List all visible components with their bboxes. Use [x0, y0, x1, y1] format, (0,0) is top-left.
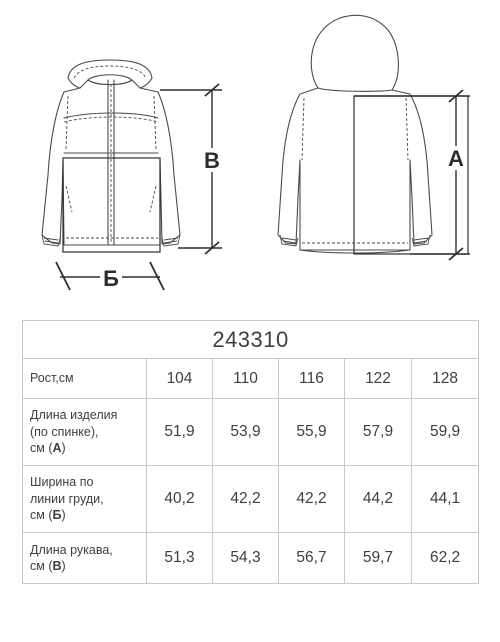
dimension-b-label: Б [103, 266, 119, 291]
dimension-letter: Б [52, 508, 62, 523]
size-chart-table [22, 320, 479, 584]
dimension-v-marker [160, 84, 222, 254]
table-cell: 59,7 [345, 533, 412, 584]
table-cell: 42,2 [279, 466, 345, 533]
garment-technical-drawing [0, 0, 500, 300]
table-cell: 62,2 [412, 533, 479, 584]
table-cell: 44,2 [345, 466, 412, 533]
table-cell: 55,9 [279, 399, 345, 466]
size-header: 104 [147, 359, 213, 399]
back-view-jacket [278, 15, 468, 254]
table-cell: 44,1 [412, 466, 479, 533]
row-label: Длина рукава, см (В) [23, 533, 147, 584]
dimension-letter: В [52, 559, 62, 573]
table-title-row [23, 321, 479, 359]
table-cell: 57,9 [345, 399, 412, 466]
height-header-label: Рост,см [23, 359, 147, 399]
size-header: 116 [279, 359, 345, 399]
table-cell: 51,9 [147, 399, 213, 466]
dimension-v-label: В [204, 148, 220, 173]
front-view-jacket [42, 60, 180, 252]
table-cell: 53,9 [213, 399, 279, 466]
table-row-sleeve-length [23, 533, 479, 584]
row-label: Длина изделия (по спинке), см (А) [23, 399, 147, 466]
table-header-row [23, 359, 479, 399]
table-cell: 42,2 [213, 466, 279, 533]
table-cell: 54,3 [213, 533, 279, 584]
size-header: 122 [345, 359, 412, 399]
dimension-letter: А [52, 441, 62, 456]
size-header: 110 [213, 359, 279, 399]
table-cell: 40,2 [147, 466, 213, 533]
dimension-a-label: А [448, 146, 464, 171]
table-cell: 59,9 [412, 399, 479, 466]
row-label: Ширина по линии груди, см (Б) [23, 466, 147, 533]
table-row-chest-width [23, 466, 479, 533]
table-cell: 56,7 [279, 533, 345, 584]
size-header: 128 [412, 359, 479, 399]
table-cell: 51,3 [147, 533, 213, 584]
dimension-b-marker [56, 262, 164, 291]
article-number: 243310 [23, 321, 479, 359]
dimension-a-marker [354, 90, 470, 260]
table-row-back-length [23, 399, 479, 466]
